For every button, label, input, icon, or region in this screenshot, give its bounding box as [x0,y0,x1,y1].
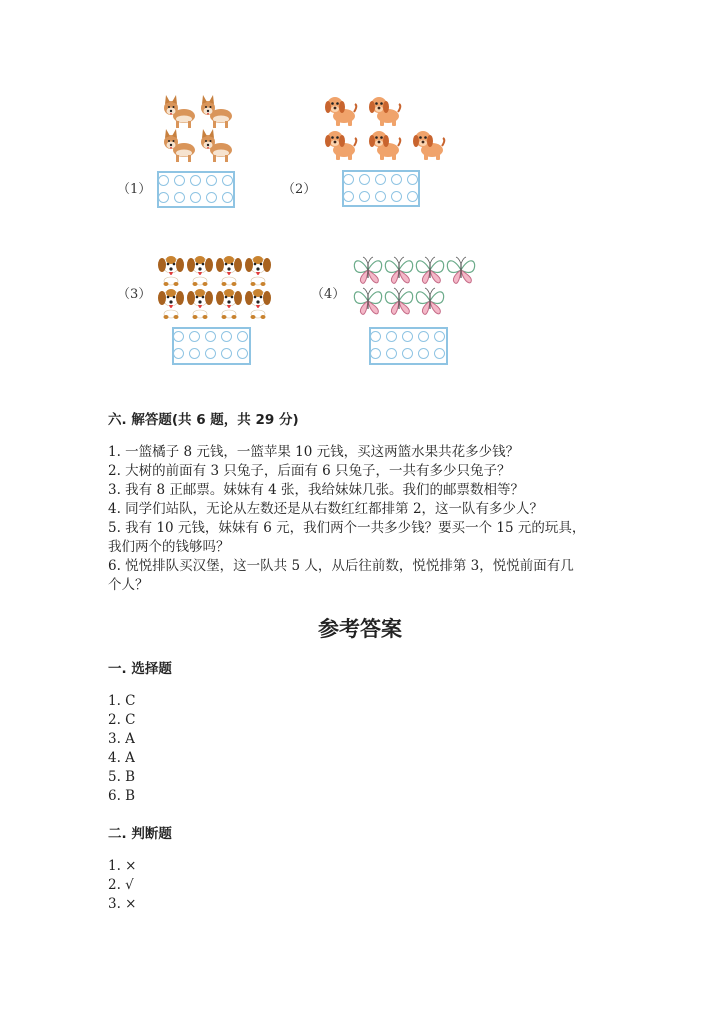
corgi-icon [197,94,233,130]
problem-line: 5. 我有 10 元钱，妹妹有 6 元，我们两个一共多少钱？要买一个 15 元的玩具， [108,520,586,536]
ten-frame [342,170,420,207]
problem-line: 3. 我有 8 正邮票。妹妹有 4 张，我给妹妹几张。我们的邮票数相等？ [108,482,525,498]
answers-part2-title: 二. 判断题 [108,826,172,842]
question-label-1: （1） [117,182,152,197]
answer-item: 5. B [108,769,136,785]
puppy-icon [366,126,402,162]
answer-item: 2. √ [108,877,134,893]
butterfly-icon [412,283,448,319]
corgi-icon [160,94,196,130]
puppy-icon [322,126,358,162]
answers-title: 参考答案 [318,617,402,641]
corgi-icon [160,128,196,164]
ten-frame [369,327,448,365]
problem-line: 6. 悦悦排队买汉堡，这一队共 5 人，从后往前数，悦悦排第 3，悦悦前面有几 [108,558,574,574]
answers-part1-list [108,692,136,806]
answer-item: 3. A [108,731,135,747]
puppy-icon [366,92,402,128]
question-label-3: （3） [117,287,152,302]
problem-line: 个人？ [108,577,149,593]
problem-line: 4. 同学们站队，无论从左数还是从右数红红都排第 2，这一队有多少人？ [108,501,544,517]
ten-frame [157,171,235,208]
puppy-icon [410,126,446,162]
answer-item: 2. C [108,712,136,728]
problem-line: 我们两个的钱够吗？ [108,539,230,555]
answer-item: 6. B [108,788,136,804]
puppy-icon [322,92,358,128]
answers-part1-title: 一. 选择题 [108,661,172,677]
corgi-icon [197,128,233,164]
answer-item: 4. A [108,750,135,766]
problem-line: 2. 大树的前面有 3 只兔子，后面有 6 只兔子，一共有多少只兔子？ [108,463,511,479]
beagle-icon [240,284,276,320]
answer-item: 1. × [108,858,137,874]
answer-item: 3. × [108,896,137,912]
butterfly-icon [443,252,479,288]
beagle-icon [240,251,276,287]
section-title: 六. 解答题(共 6 题，共 29 分) [108,412,299,428]
question-label-4: （4） [311,287,346,302]
problem-line: 1. 一篮橘子 8 元钱，一篮苹果 10 元钱，买这两篮水果共花多少钱？ [108,444,520,460]
answers-part2-list [108,857,136,914]
answer-item: 1. C [108,693,136,709]
ten-frame [172,327,251,365]
problem-list [108,443,585,595]
question-label-2: （2） [282,182,317,197]
